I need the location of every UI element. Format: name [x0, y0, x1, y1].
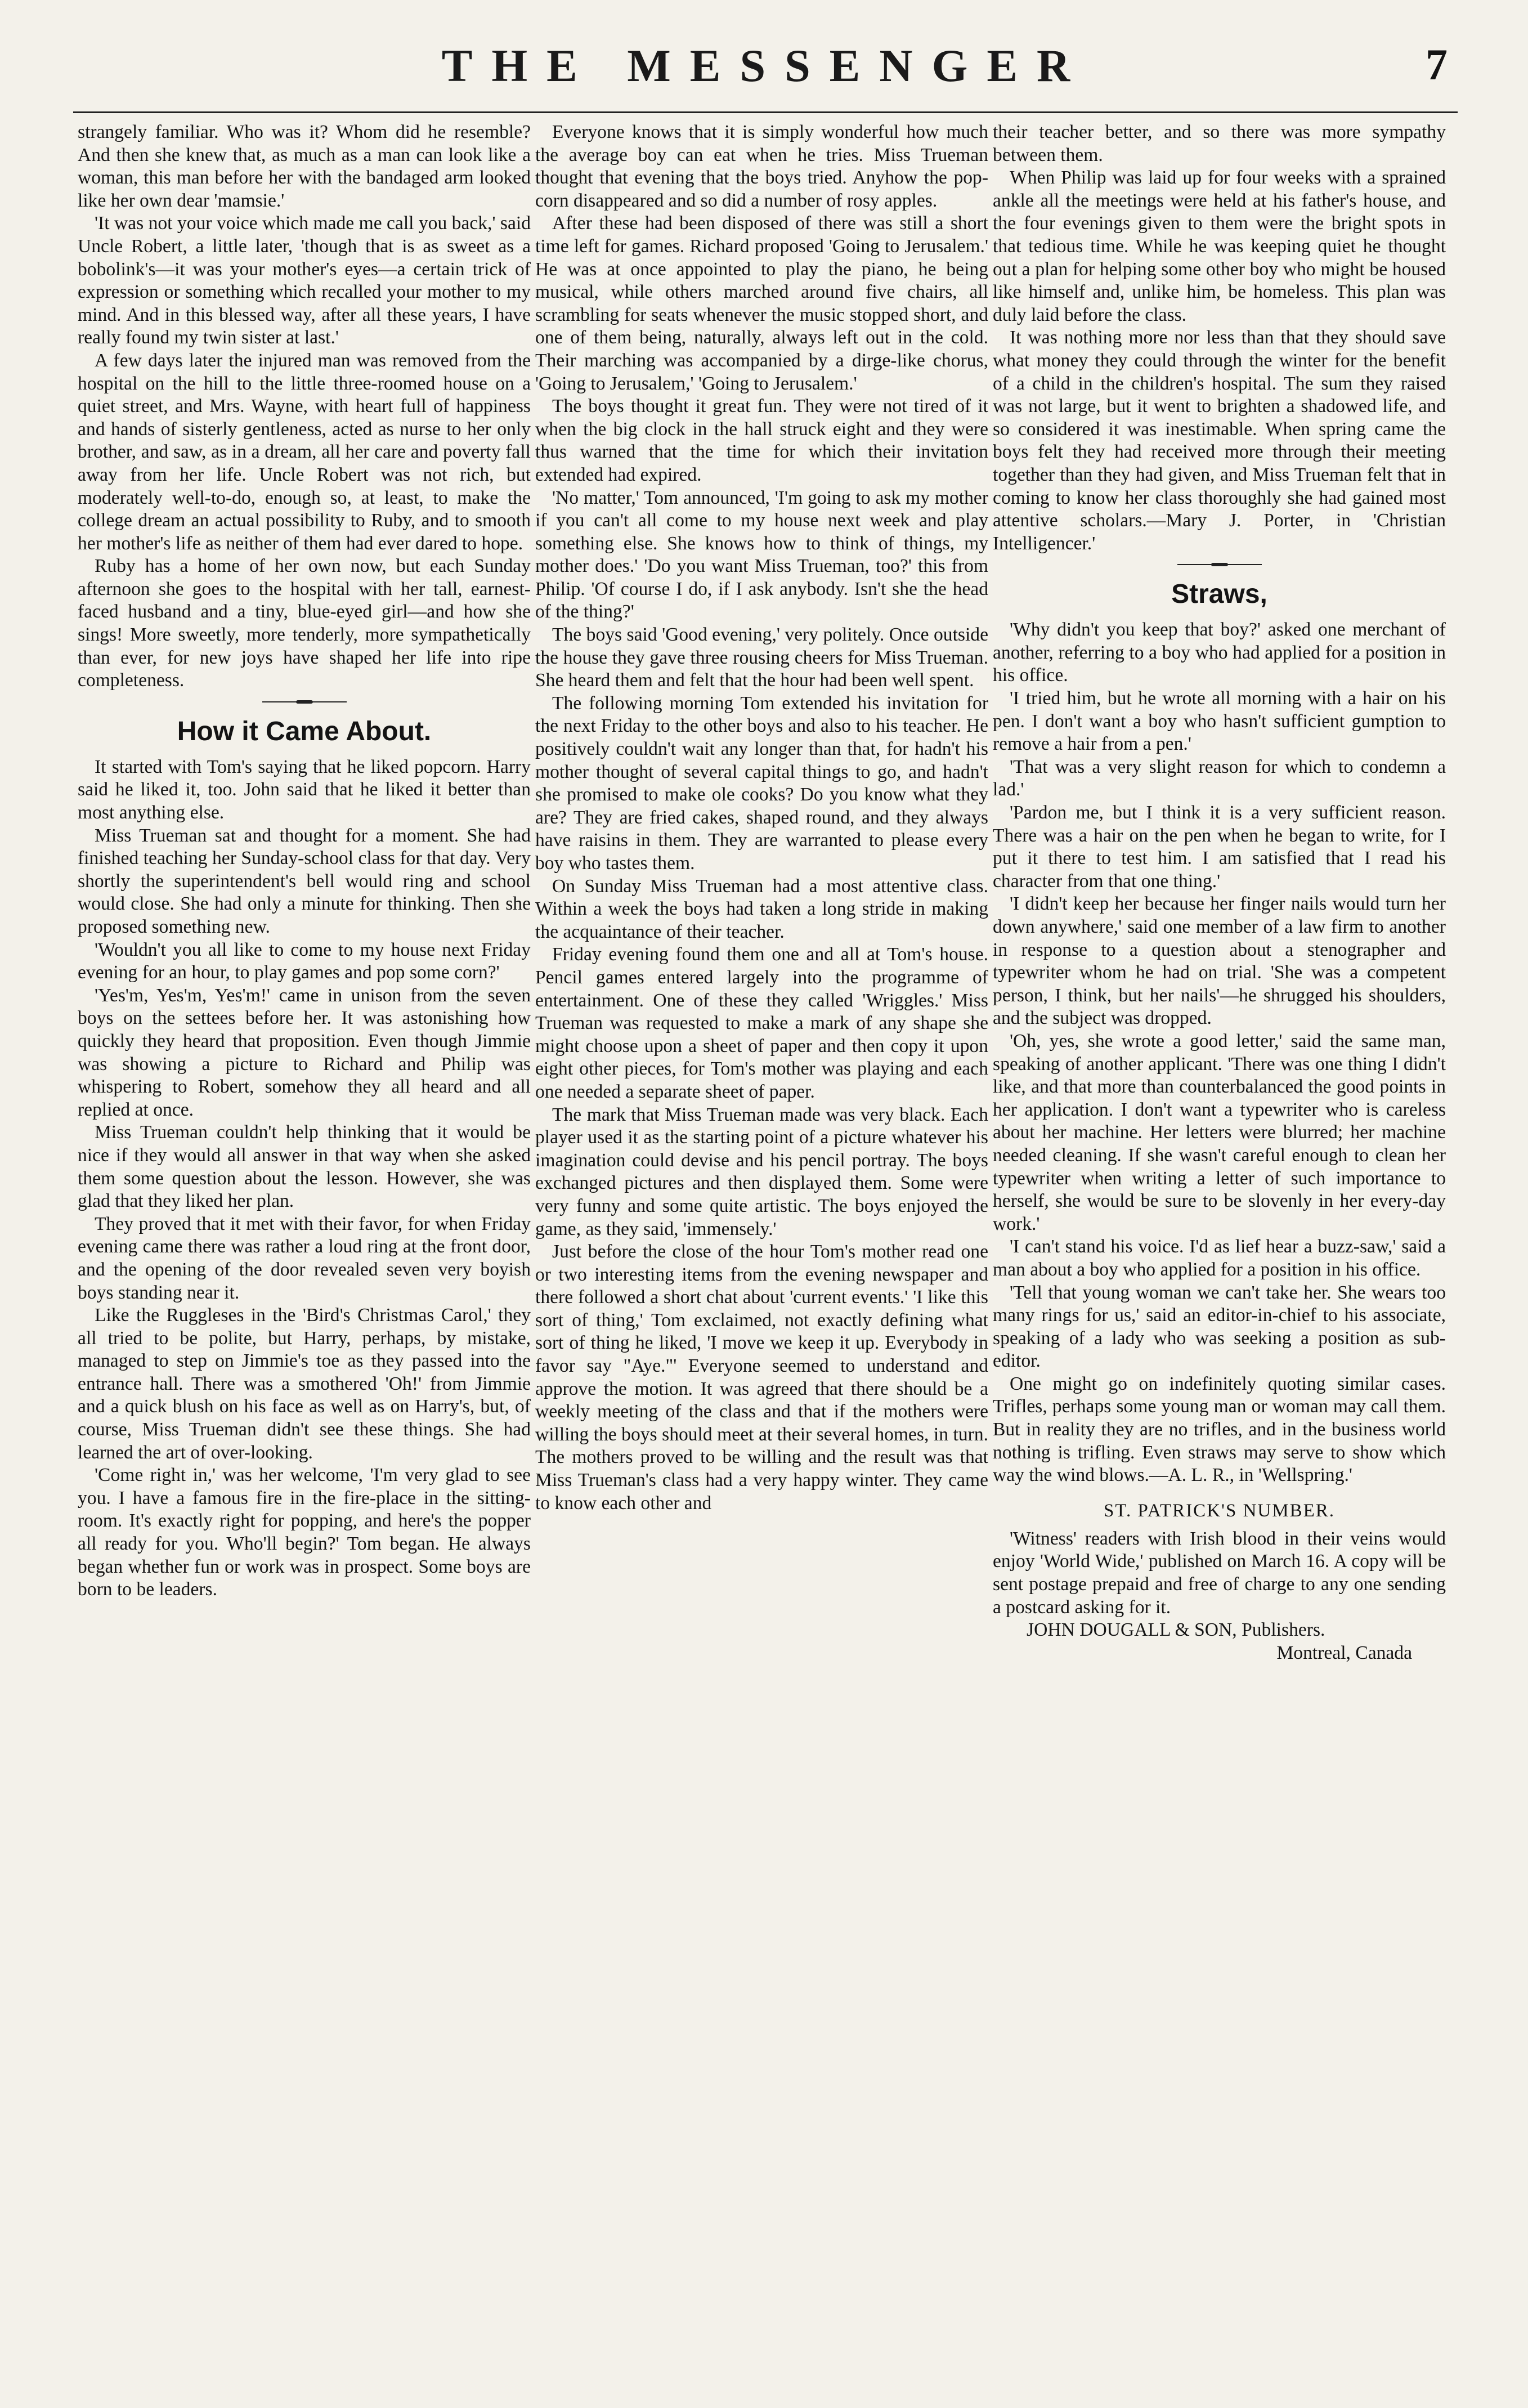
- paragraph: 'I didn't keep her because her finger nails would turn her down anywhere,' said one member of a law firm to another in response to a question about a stenographer and typewriter whom he had on trial. 'She was a competent person, I think, but her nails'—he shrugged his shoulders, and the subject was dropped.: [993, 893, 1446, 1029]
- paragraph: Like the Ruggleses in the 'Bird's Christmas Carol,' they all tried to be polite, but Harry, perhaps, by mistake, managed to step on Jimmie's toe as they passed into the entrance hall. There was a smothered 'Oh!' from Jimmie and a quick blush on his face as well as on Harry's, but, of course, Miss Trueman didn't see these things. She had learned the art of over-looking.: [78, 1305, 531, 1463]
- paragraph: It was nothing more nor less than that they should save what money they could through the winter for the benefit of a child in the children's hospital. The sum they raised was not large, but it went to brighten a shadowed life, and so considered it was inestimable. When spring came the boys felt they had received more through their meeting together than they had given, and Miss Trueman felt that in coming to know her class thoroughly she had gained most attentive scholars.—Mary J. Porter, in 'Christian Intelligencer.': [993, 327, 1446, 554]
- article-heading: How it Came About.: [177, 716, 432, 746]
- paragraph: It started with Tom's saying that he liked popcorn. Harry said he liked it, too. John said that he liked it better than most anything else.: [78, 756, 531, 823]
- paragraph: One might go on indefinitely quoting similar cases. Trifles, perhaps some young man or woman may call them. But in reality they are no trifles, and in the business world nothing is trifling. Even straws may serve to show which way the wind blows.—A. L. R., in 'Wellspring.': [993, 1373, 1446, 1486]
- paragraph: Miss Trueman sat and thought for a moment. She had finished teaching her Sunday-school class for that day. Very shortly the superintendent's bell would ring and school would close. She had only a minute for thinking. Then she proposed something new.: [78, 825, 531, 937]
- paragraph: 'That was a very slight reason for which to condemn a lad.': [993, 756, 1446, 800]
- masthead-rule: [73, 111, 1458, 113]
- paragraph: 'Oh, yes, she wrote a good letter,' said the same man, speaking of another applicant. 'There was one thing I didn't like, and that more than counterbalanced the good points in her application. I don't want a typewriter who is careless about her machine. Her letters were blurred; her machine needed cleaning. If she wasn't careful enough to clean her typewriter when writing a letter of such importance to herself, she would be sure to be slovenly in her every-day work.': [993, 1030, 1446, 1234]
- article-heading: Straws,: [1171, 579, 1267, 610]
- paragraph: 'Tell that young woman we can't take her. She wears too many rings for us,' said an editor-in-chief to his associate, speaking of a lady who was seeking a position as sub-editor.: [993, 1282, 1446, 1372]
- notice-heading: ST. PATRICK'S NUMBER.: [1103, 1500, 1336, 1521]
- paragraph: On Sunday Miss Trueman had a most attentive class. Within a week the boys had taken a long stride in making the acquaintance of their teacher.: [535, 875, 988, 942]
- column-1: [78, 121, 531, 2333]
- paragraph: 'Yes'm, Yes'm, Yes'm!' came in unison from the seven boys on the settees before her. It was astonishing how quickly they heard that proposition. Even though Jimmie was showing a picture to Richard and Philip was whispering to Robert, somehow they all heard and all replied at once.: [78, 984, 531, 1120]
- section-divider: [1177, 563, 1262, 566]
- paragraph: 'I can't stand his voice. I'd as lief hear a buzz-saw,' said a man about a boy who applied for a position in his office.: [993, 1236, 1446, 1280]
- paragraph: They proved that it met with their favor, for when Friday evening came there was rather a loud ring at the front door, and the opening of the door revealed seven very boyish boys standing near it.: [78, 1213, 531, 1303]
- paragraph: The mark that Miss Trueman made was very black. Each player used it as the starting point of a picture whatever his imagination could devise and his pencil portray. The boys exchanged pictures and then displayed them. Some were very funny and some quite artistic. The boys enjoyed the game, as they said, 'immensely.': [535, 1104, 988, 1239]
- paragraph: When Philip was laid up for four weeks with a sprained ankle all the meetings were held at his father's house, and the four evenings given to them were the bright spots in that tedious time. While he was keeping quiet he thought out a plan for helping some other boy who might be housed like himself and, unlike him, be homeless. This plan was duly laid before the class.: [993, 167, 1446, 325]
- place-line: Montreal, Canada: [1276, 1642, 1412, 1663]
- paragraph: their teacher better, and so there was more sympathy between them.: [993, 122, 1446, 165]
- paragraph: 'Pardon me, but I think it is a very sufficient reason. There was a hair on the pen when he began to write, for I put it there to test him. I am satisfied that I read his character from that one thing.': [993, 802, 1446, 892]
- paragraph: The following morning Tom extended his invitation for the next Friday to the other boys and also to his teacher. He positively couldn't wait any longer than that, for hadn't his mother thought of several capital things to go, and hadn't she promised to make ole cooks? Do you know what they are? They are fried cakes, shaped round, and they always have raisins in them. They are warranted to please every boy who tastes them.: [535, 692, 988, 874]
- paragraph: The boys thought it great fun. They were not tired of it when the big clock in the hall struck eight and they were thus warned that the time for which their invitation extended had expired.: [535, 396, 988, 485]
- column-2: [535, 121, 988, 2333]
- paragraph: strangely familiar. Who was it? Whom did he resemble? And then she knew that, as much as a man can look like a woman, this man before her with the bandaged arm looked like her own dear 'mamsie.': [78, 122, 531, 211]
- paragraph: 'It was not your voice which made me call you back,' said Uncle Robert, a little later, 'though that is as sweet as a bobolink's—it was your mother's eyes—a certain trick of expression or something which recalled your mother to my mind. And in this blessed way, after all these years, I have really found my twin sister at last.': [78, 213, 531, 348]
- paragraph: After these had been disposed of there was still a short time left for games. Richard proposed 'Going to Jerusalem.' He was at once appointed to play the piano, he being musical, while others marched around five chairs, all scrambling for seats whenever the music stopped short, and one of them being, naturally, always left out in the cold. Their marching was accompanied by a dirge-like chorus, 'Going to Jerusalem,' 'Going to Jerusalem.': [535, 213, 988, 394]
- paragraph: Miss Trueman couldn't help thinking that it would be nice if they would all answer in that way when she asked them some question about the lesson. However, she was glad that they liked her plan.: [78, 1122, 531, 1212]
- column-3: [993, 121, 1446, 2333]
- newspaper-title: THE MESSENGER: [441, 40, 1090, 91]
- paragraph: 'I tried him, but he wrote all morning with a hair on his pen. I don't want a boy who hasn't sufficient gumption to remove a hair from a pen.': [993, 688, 1446, 755]
- paragraph: Friday evening found them one and all at Tom's house. Pencil games entered largely into the programme of entertainment. One of these they called 'Wriggles.' Miss Trueman was requested to make a mark of any shape she might choose upon a sheet of paper and then copy it upon eight other pieces, for Tom's mother was playing and each one needed a separate sheet of paper.: [535, 944, 988, 1102]
- paragraph: A few days later the injured man was removed from the hospital on the hill to the little three-roomed house on a quiet street, and Mrs. Wayne, with heart full of happiness and hands of sisterly gentleness, acted as nurse to her only brother, and saw, as in a dream, all her care and poverty fall away from her life. Uncle Robert was not rich, but moderately well-to-do, enough so, at least, to make the college dream an actual possibility to Ruby, and to smooth her mother's life as neither of them had ever dared to hope.: [78, 350, 531, 554]
- paragraph: Just before the close of the hour Tom's mother read one or two interesting items from the evening newspaper and there followed a short chat about 'current events.' 'I like this sort of thing,' Tom exclaimed, not exactly defining what sort of thing he liked, 'I move we keep it up. Everybody in favor say "Aye."' Everyone seemed to understand and approve the motion. It was agreed that there should be a weekly meeting of the class and that if the mothers were willing the boys should meet at their several homes, in turn. The mothers proved to be willing and the result was that Miss Trueman's class had a very happy winter. They came to know each other and: [535, 1241, 988, 1514]
- paragraph: The boys said 'Good evening,' very politely. Once outside the house they gave three rousing cheers for Miss Trueman. She heard them and felt that the hour had been well spent.: [535, 624, 988, 691]
- paragraph: Everyone knows that it is simply wonderful how much the average boy can eat when he tries. Miss Trueman thought that evening that the boys tried. Anyhow the pop-corn disappeared and so did a number of rosy apples.: [535, 122, 988, 211]
- paragraph: 'No matter,' Tom announced, 'I'm going to ask my mother if you can't all come to my house next week and play something else. She knows how to think of things, my mother does.' 'Do you want Miss Trueman, too?' this from Philip. 'Of course I do, if I ask anybody. Isn't she the head of the thing?': [535, 487, 988, 623]
- paragraph: 'Wouldn't you all like to come to my house next Friday evening for an hour, to play games and pop some corn?': [78, 939, 531, 983]
- page-number: 7: [1426, 40, 1448, 89]
- masthead: [68, 39, 1463, 107]
- publisher-line: JOHN DOUGALL & SON, Publishers.: [1027, 1619, 1325, 1641]
- paragraph: Ruby has a home of her own now, but each Sunday afternoon she goes to the hospital with her tall, earnest-faced husband and a tiny, blue-eyed girl—and how she sings! More sweetly, more tenderly, more sympathetically than ever, for new joys have shaped her life into ripe completeness.: [78, 556, 531, 691]
- section-divider: [262, 700, 347, 703]
- notice-body: 'Witness' readers with Irish blood in their veins would enjoy 'World Wide,' published on March 16. A copy will be sent postage prepaid and free of charge to any one sending a postcard asking for it.: [993, 1528, 1446, 1618]
- paragraph: 'Why didn't you keep that boy?' asked one merchant of another, referring to a boy who had applied for a position in his office.: [993, 619, 1446, 686]
- paragraph: 'Come right in,' was her welcome, 'I'm very glad to see you. I have a famous fire in the fire-place in the sitting-room. It's exactly right for popping, and here's the popper all ready for you. Who'll begin?' Tom began. He always began whether fun or work was in prospect. Some boys are born to be leaders.: [78, 1465, 531, 1600]
